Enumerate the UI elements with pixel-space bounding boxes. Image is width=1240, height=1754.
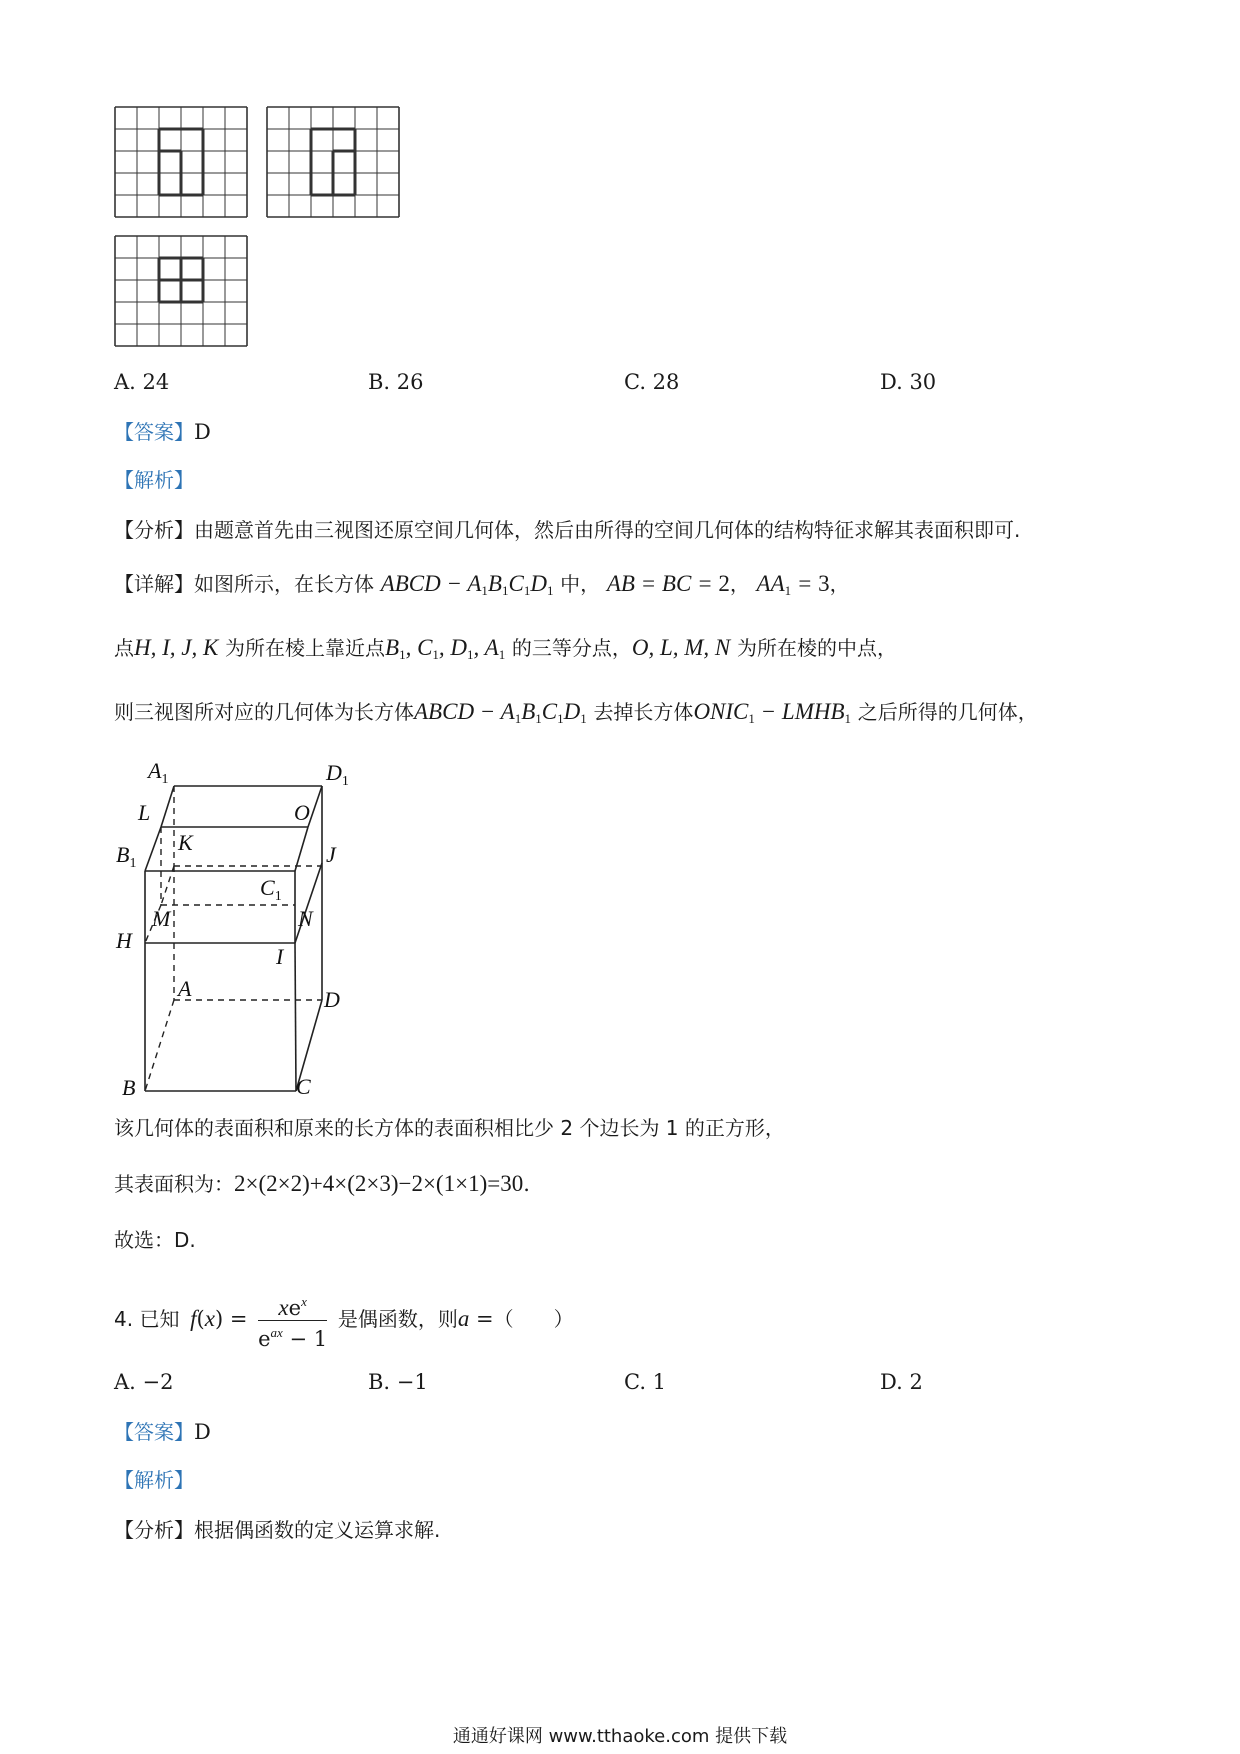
- label-c: C: [296, 1074, 311, 1099]
- three-view-top-grid: [114, 235, 248, 347]
- q3-area: 其表面积为：2×(2×2)+4×(2×3)−2×(1×1)=30.: [114, 1171, 530, 1196]
- label-j: J: [326, 842, 336, 867]
- q4-option-d: D. 2: [880, 1370, 923, 1394]
- three-view-front-grid: [114, 106, 248, 218]
- page-footer: 通通好课网 www.tthaoke.com 提供下载: [452, 1726, 788, 1747]
- label-b: B: [122, 1075, 136, 1100]
- q3-option-a: A. 24: [114, 370, 170, 394]
- label-m: M: [152, 906, 171, 931]
- q4-fenxi: 【分析】根据偶函数的定义运算求解.: [114, 1518, 441, 1542]
- label-c1: $C_1$: [260, 875, 282, 904]
- label-b1: $B_1$: [116, 842, 137, 871]
- label-h: H: [116, 928, 132, 953]
- label-a: A: [178, 976, 192, 1001]
- label-k: K: [178, 830, 193, 855]
- q3-xiangjie-line3: 则三视图所对应的几何体为长方体ABCD − $A_1B_1C_1D_1$ 去掉长方体$ONIC_1$ − $LMHB_1$ 之后所得的几何体，: [114, 699, 1038, 726]
- three-view-side-grid: [266, 106, 400, 218]
- q4-option-c: C. 1: [624, 1370, 667, 1394]
- q3-answer: [114, 418, 211, 446]
- label-d: D: [324, 987, 340, 1012]
- q3-compare: 该几何体的表面积和原来的长方体的表面积相比少 2 个边长为 1 的正方形，: [114, 1116, 785, 1140]
- q4-stem: 4. 已知 f(x) = $xe^x$ $e^{ax} - 1$ 是偶函数，则a =（ ）: [114, 1290, 574, 1351]
- q3-xiangjie-line1: 【详解】如图所示，在长方体 ABCD − $A_1B_1C_1D_1$ 中， AB = BC = 2， $AA_1 = 3$，: [114, 571, 850, 598]
- label-i: I: [276, 944, 284, 969]
- q3-option-c: C. 28: [624, 370, 680, 394]
- label-n: N: [298, 906, 313, 931]
- label-a1: $A_1$: [148, 758, 169, 787]
- q4-option-a: A. −2: [114, 1370, 174, 1394]
- q4-answer: 【答案】D: [114, 1420, 211, 1444]
- q4-option-b: B. −1: [368, 1370, 428, 1394]
- q4-analysis-tag: 【解析】: [114, 1468, 194, 1492]
- answer-tag: 【答案】: [114, 420, 194, 444]
- q3-conclusion: 故选：D.: [114, 1228, 196, 1252]
- q3-analysis-tag: 【解析】: [114, 468, 194, 492]
- label-d1: $D_1$: [326, 760, 349, 789]
- q3-option-d: D. 30: [880, 370, 937, 394]
- answer-value: D: [194, 420, 211, 444]
- label-l: L: [138, 800, 151, 825]
- cuboid-figure: [108, 750, 368, 1100]
- q3-fenxi: 【分析】由题意首先由三视图还原空间几何体，然后由所得的空间几何体的结构特征求解其表面积即可.: [114, 518, 1021, 542]
- q3-xiangjie-line2: 点H, I, J, K 为所在棱上靠近点$B_1$, $C_1$, $D_1$, $A_1$ 的三等分点，O, L, M, N 为所在棱的中点，: [114, 635, 897, 662]
- q3-option-b: B. 26: [368, 370, 424, 394]
- label-o: O: [294, 800, 310, 825]
